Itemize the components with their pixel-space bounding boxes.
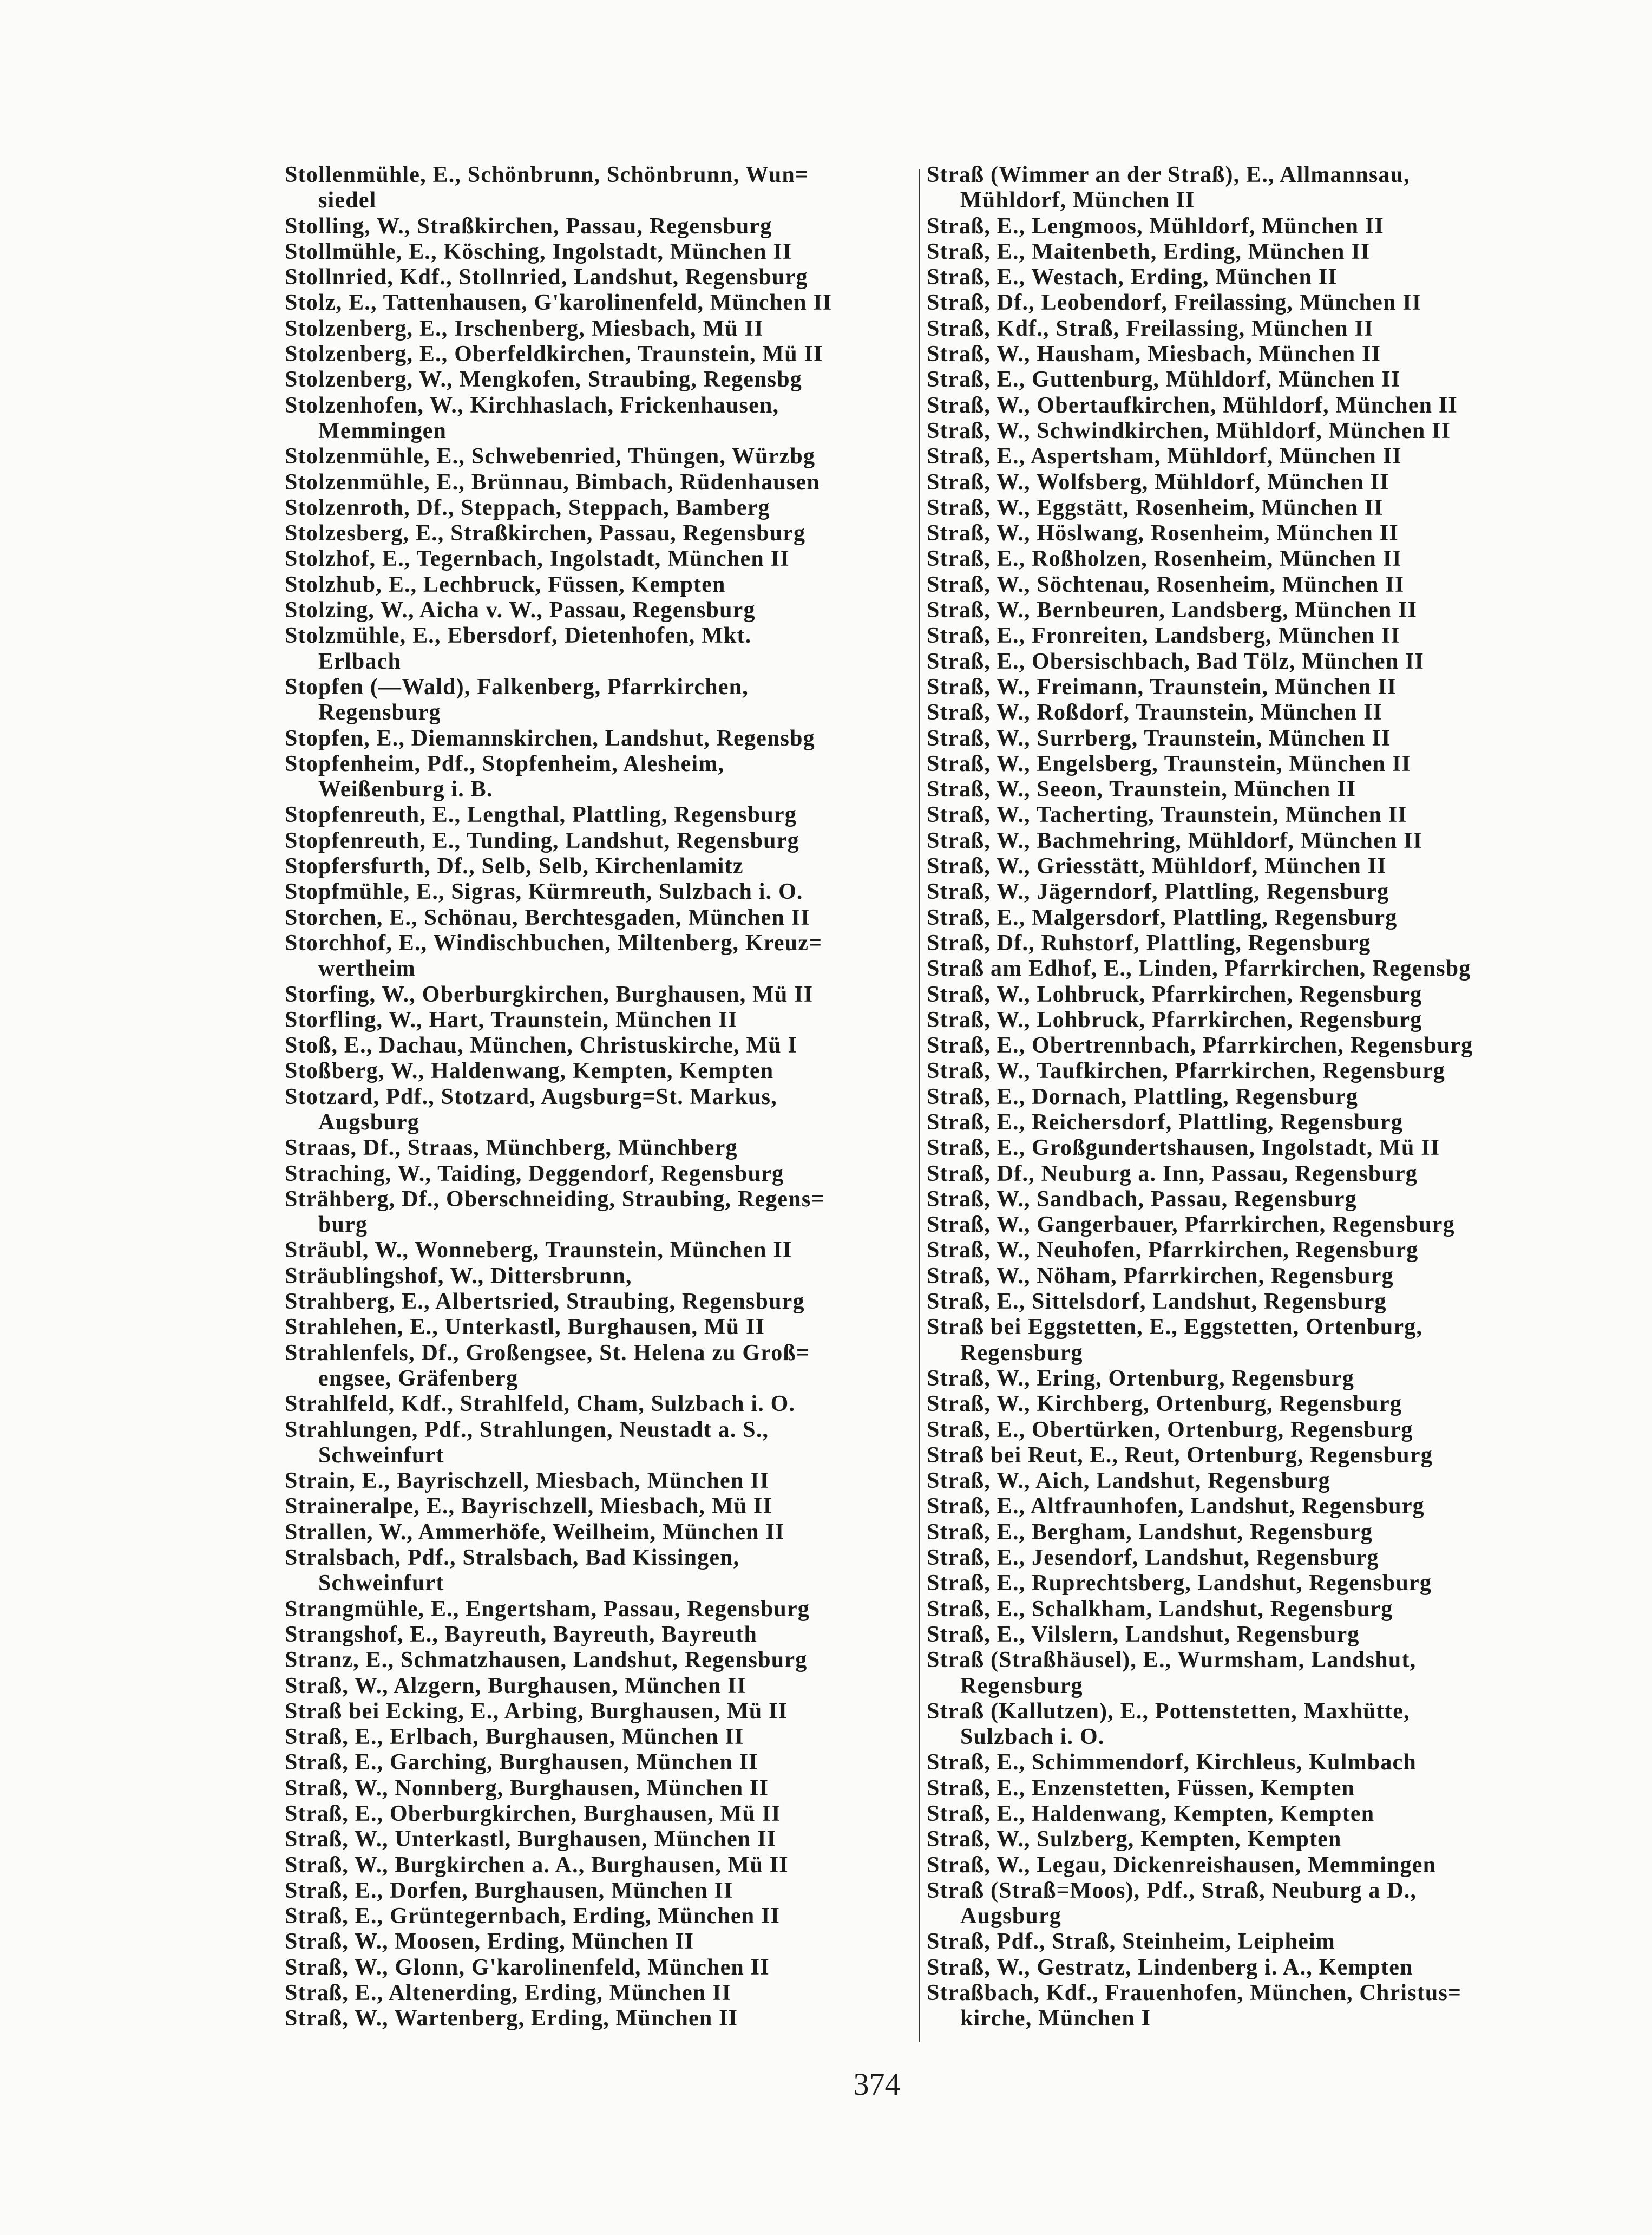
gazetteer-entry-line: Straß, E., Guttenburg, Mühldorf, München II xyxy=(927,367,1401,393)
gazetteer-entry-line: Straß, W., Tacherting, Traunstein, München II xyxy=(927,802,1407,828)
gazetteer-entry-line: Straß, W., Eggstätt, Rosenheim, München II xyxy=(927,495,1384,520)
gazetteer-entry-line: Stoß, E., Dachau, München, Christuskirche, Mü I xyxy=(285,1033,798,1058)
gazetteer-entry-line: Stolzenhofen, W., Kirchhaslach, Frickenhausen, xyxy=(285,393,779,418)
gazetteer-entry-line: Stolzenroth, Df., Steppach, Steppach, Bamberg xyxy=(285,495,770,520)
gazetteer-entry-line: Straß, Df., Ruhstorf, Plattling, Regensburg xyxy=(927,930,1371,956)
gazetteer-entry-line: Straß, E., Oberburgkirchen, Burghausen, Mü II xyxy=(285,1801,781,1826)
entry-continuation-line: Regensburg xyxy=(960,1673,1083,1698)
gazetteer-entry-line: Stopfen, E., Diemannskirchen, Landshut, Regensbg xyxy=(285,726,815,751)
gazetteer-entry-line: Straß, W., Sulzberg, Kempten, Kempten xyxy=(927,1827,1342,1852)
gazetteer-entry-line: Stopfersfurth, Df., Selb, Selb, Kirchenlamitz xyxy=(285,854,744,879)
gazetteer-entry-line: Stolzmühle, E., Ebersdorf, Dietenhofen, Mkt. xyxy=(285,623,752,649)
gazetteer-entry-line: Straß, W., Glonn, G'karolinenfeld, München II xyxy=(285,1955,770,1980)
gazetteer-entry-line: Strahberg, E., Albertsried, Straubing, Regensburg xyxy=(285,1289,805,1315)
gazetteer-entry-line: Stolzenberg, E., Oberfeldkirchen, Traunstein, Mü II xyxy=(285,342,823,367)
gazetteer-entry-line: Straß, W., Obertaufkirchen, Mühldorf, München II xyxy=(927,393,1458,418)
gazetteer-entry-line: Storfing, W., Oberburgkirchen, Burghausen, Mü II xyxy=(285,982,814,1007)
gazetteer-entry-line: Straß (Straßhäusel), E., Wurmsham, Landshut, xyxy=(927,1648,1417,1673)
gazetteer-entry-line: Straß, W., Roßdorf, Traunstein, München II xyxy=(927,700,1383,726)
entry-continuation-line: Regensburg xyxy=(318,700,441,726)
gazetteer-entry-line: Strahlenfels, Df., Großengsee, St. Helena zu Groß= xyxy=(285,1340,810,1365)
gazetteer-entry-line: Straß, W., Legau, Dickenreishausen, Memmingen xyxy=(927,1852,1437,1878)
gazetteer-entry-line: Straß, E., Ruprechtsberg, Landshut, Regensburg xyxy=(927,1571,1432,1596)
gazetteer-entry-line: Straß, E., Bergham, Landshut, Regensburg xyxy=(927,1519,1373,1545)
gazetteer-entry-line: Strahlehen, E., Unterkastl, Burghausen, Mü II xyxy=(285,1315,765,1340)
gazetteer-entry-line: Straß, E., Schimmendorf, Kirchleus, Kulmbach xyxy=(927,1750,1417,1775)
gazetteer-entry-line: Straß, W., Bernbeuren, Landsberg, München II xyxy=(927,598,1418,623)
gazetteer-entry-line: Stolz, E., Tattenhausen, G'karolinenfeld, München II xyxy=(285,290,832,316)
gazetteer-entry-line: Straß, E., Garching, Burghausen, München II xyxy=(285,1750,758,1775)
gazetteer-entry-line: Storfling, W., Hart, Traunstein, München II xyxy=(285,1007,738,1032)
gazetteer-entry-line: Stopfenheim, Pdf., Stopfenheim, Alesheim, xyxy=(285,751,725,776)
page-number: 374 xyxy=(853,2067,901,2102)
gazetteer-entry-line: Stopfen (—Wald), Falkenberg, Pfarrkirchen, xyxy=(285,674,749,700)
gazetteer-entry-line: Straß am Edhof, E., Linden, Pfarrkirchen, Regensbg xyxy=(927,956,1471,982)
gazetteer-entry-line: Straß, W., Höslwang, Rosenheim, München II xyxy=(927,521,1399,546)
gazetteer-entry-line: Straßbach, Kdf., Frauenhofen, München, Christus= xyxy=(927,1981,1462,2006)
gazetteer-entry-line: Stopfenreuth, E., Tunding, Landshut, Regensburg xyxy=(285,828,799,853)
gazetteer-entry-line: Straß, W., Freimann, Traunstein, München II xyxy=(927,674,1397,700)
gazetteer-entry-line: Straineralpe, E., Bayrischzell, Miesbach, Mü II xyxy=(285,1494,773,1519)
gazetteer-entry-line: Straß, W., Seeon, Traunstein, München II xyxy=(927,777,1356,802)
gazetteer-entry-line: Stranz, E., Schmatzhausen, Landshut, Regensburg xyxy=(285,1648,808,1673)
gazetteer-entry-line: Straß, W., Schwindkirchen, Mühldorf, München II xyxy=(927,418,1451,443)
gazetteer-entry-line: Straß, E., Schalkham, Landshut, Regensburg xyxy=(927,1596,1393,1622)
entry-continuation-line: Mühldorf, München II xyxy=(960,188,1195,213)
entry-continuation-line: Erlbach xyxy=(318,649,402,674)
gazetteer-entry-line: Straß, W., Lohbruck, Pfarrkirchen, Regensburg xyxy=(927,1007,1422,1032)
gazetteer-entry-line: Straß bei Eggstetten, E., Eggstetten, Ortenburg, xyxy=(927,1315,1423,1340)
gazetteer-entry-line: Straß, E., Altfraunhofen, Landshut, Regensburg xyxy=(927,1494,1425,1519)
entry-continuation-line: Schweinfurt xyxy=(318,1442,444,1468)
gazetteer-entry-line: Stralsbach, Pdf., Stralsbach, Bad Kissingen, xyxy=(285,1545,740,1571)
entry-continuation-line: Weißenburg i. B. xyxy=(318,777,493,802)
gazetteer-entry-line: Stolzhof, E., Tegernbach, Ingolstadt, München II xyxy=(285,546,790,572)
gazetteer-entry-line: Storchhof, E., Windischbuchen, Miltenberg, Kreuz= xyxy=(285,930,823,956)
gazetteer-entry-line: Strallen, W., Ammerhöfe, Weilheim, München II xyxy=(285,1519,785,1545)
gazetteer-entry-line: Straß, Pdf., Straß, Steinheim, Leipheim xyxy=(927,1929,1335,1955)
gazetteer-entry-line: Straß, E., Fronreiten, Landsberg, München II xyxy=(927,623,1400,649)
gazetteer-entry-line: Straß, W., Neuhofen, Pfarrkirchen, Regensburg xyxy=(927,1238,1419,1263)
gazetteer-entry-line: Straß, W., Wolfsberg, Mühldorf, München II xyxy=(927,469,1389,495)
gazetteer-entry-line: Straß, E., Großgundertshausen, Ingolstadt, Mü II xyxy=(927,1135,1440,1161)
gazetteer-entry-line: Strahlfeld, Kdf., Strahlfeld, Cham, Sulzbach i. O. xyxy=(285,1391,796,1417)
gazetteer-entry-line: Straß, W., Gestratz, Lindenberg i. A., Kempten xyxy=(927,1955,1413,1980)
gazetteer-entry-line: Straß (Kallutzen), E., Pottenstetten, Maxhütte, xyxy=(927,1698,1410,1724)
gazetteer-entry-line: Stopfmühle, E., Sigras, Kürmreuth, Sulzbach i. O. xyxy=(285,879,803,905)
gazetteer-entry-line: Straß, W., Moosen, Erding, München II xyxy=(285,1929,694,1955)
gazetteer-entry-line: Straß, E., Malgersdorf, Plattling, Regensburg xyxy=(927,905,1398,930)
entry-continuation-line: wertheim xyxy=(318,956,416,982)
gazetteer-entry-line: Stollenmühle, E., Schönbrunn, Schönbrunn, Wun= xyxy=(285,162,809,187)
entry-continuation-line: engsee, Gräfenberg xyxy=(318,1365,519,1391)
gazetteer-entry-line: Straß, E., Obertürken, Ortenburg, Regensburg xyxy=(927,1417,1413,1442)
entry-continuation-line: Augsburg xyxy=(318,1109,419,1135)
column-divider xyxy=(919,169,920,2042)
gazetteer-entry-line: Straß, E., Altenerding, Erding, München II xyxy=(285,1981,732,2006)
entry-continuation-line: siedel xyxy=(318,188,377,213)
gazetteer-entry-line: Straß, E., Aspertsham, Mühldorf, München II xyxy=(927,444,1402,469)
gazetteer-entry-line: Straß, E., Obertrennbach, Pfarrkirchen, Regensburg xyxy=(927,1033,1473,1058)
gazetteer-entry-line: Straß, E., Obersischbach, Bad Tölz, München II xyxy=(927,649,1425,674)
gazetteer-entry-line: Straas, Df., Straas, Münchberg, Münchberg xyxy=(285,1135,738,1161)
gazetteer-entry-line: Straß, E., Dornach, Plattling, Regensburg xyxy=(927,1084,1359,1109)
gazetteer-entry-line: Straß, E., Jesendorf, Landshut, Regensburg xyxy=(927,1545,1379,1571)
gazetteer-entry-line: Stolzhub, E., Lechbruck, Füssen, Kempten xyxy=(285,572,726,597)
entry-continuation-line: burg xyxy=(318,1212,368,1238)
gazetteer-entry-line: Straching, W., Taiding, Deggendorf, Regensburg xyxy=(285,1161,784,1186)
gazetteer-entry-line: Straß, Df., Leobendorf, Freilassing, München II xyxy=(927,290,1422,316)
entry-continuation-line: Augsburg xyxy=(960,1904,1061,1929)
gazetteer-entry-line: Stollnried, Kdf., Stollnried, Landshut, Regensburg xyxy=(285,265,808,290)
gazetteer-entry-line: Straß, E., Dorfen, Burghausen, München II xyxy=(285,1878,733,1903)
gazetteer-entry-line: Straß, E., Enzenstetten, Füssen, Kempten xyxy=(927,1775,1355,1801)
gazetteer-entry-line: Stolzenmühle, E., Brünnau, Bimbach, Rüdenhausen xyxy=(285,469,820,495)
gazetteer-entry-line: Straß, W., Unterkastl, Burghausen, München II xyxy=(285,1827,777,1852)
gazetteer-entry-line: Straß, W., Alzgern, Burghausen, München II xyxy=(285,1673,747,1698)
gazetteer-entry-line: Straß, W., Wartenberg, Erding, München II xyxy=(285,2006,738,2031)
entry-continuation-line: Regensburg xyxy=(960,1340,1083,1365)
gazetteer-entry-line: Strahlungen, Pdf., Strahlungen, Neustadt a. S., xyxy=(285,1417,769,1442)
gazetteer-entry-line: Straß, W., Lohbruck, Pfarrkirchen, Regensburg xyxy=(927,982,1422,1007)
gazetteer-entry-line: Stolzenmühle, E., Schwebenried, Thüngen, Würzbg xyxy=(285,444,816,469)
gazetteer-entry-line: Straß, E., Roßholzen, Rosenheim, München II xyxy=(927,546,1402,572)
entry-continuation-line: Memmingen xyxy=(318,418,447,443)
gazetteer-entry-line: Straß, E., Reichersdorf, Plattling, Regensburg xyxy=(927,1109,1403,1135)
gazetteer-entry-line: Straß, E., Sittelsdorf, Landshut, Regensburg xyxy=(927,1289,1387,1315)
entry-continuation-line: Sulzbach i. O. xyxy=(960,1724,1105,1750)
gazetteer-entry-line: Straß, W., Bachmehring, Mühldorf, München II xyxy=(927,828,1423,853)
gazetteer-entry-line: Straß (Straß=Moos), Pdf., Straß, Neuburg a D., xyxy=(927,1878,1417,1903)
gazetteer-entry-line: Straß bei Reut, E., Reut, Ortenburg, Regensburg xyxy=(927,1442,1433,1468)
gazetteer-entry-line: Straß, E., Westach, Erding, München II xyxy=(927,265,1338,290)
gazetteer-entry-line: Straß, W., Nonnberg, Burghausen, München II xyxy=(285,1775,769,1801)
gazetteer-entry-line: Straß, E., Vilslern, Landshut, Regensburg xyxy=(927,1622,1360,1647)
gazetteer-entry-line: Stopfenreuth, E., Lengthal, Plattling, Regensburg xyxy=(285,802,797,828)
gazetteer-entry-line: Straß, W., Burgkirchen a. A., Burghausen, Mü II xyxy=(285,1852,789,1878)
gazetteer-entry-line: Straß (Wimmer an der Straß), E., Allmannsau, xyxy=(927,162,1410,187)
gazetteer-entry-line: Straß, E., Lengmoos, Mühldorf, München II xyxy=(927,213,1384,239)
entry-continuation-line: Schweinfurt xyxy=(318,1571,444,1596)
gazetteer-entry-line: Straß, E., Maitenbeth, Erding, München II xyxy=(927,239,1371,264)
gazetteer-entry-line: Stoßberg, W., Haldenwang, Kempten, Kempten xyxy=(285,1058,774,1084)
gazetteer-entry-line: Straß, W., Gangerbauer, Pfarrkirchen, Regensburg xyxy=(927,1212,1455,1238)
gazetteer-entry-line: Strangshof, E., Bayreuth, Bayreuth, Bayreuth xyxy=(285,1622,758,1647)
gazetteer-entry-line: Straß, Df., Neuburg a. Inn, Passau, Regensburg xyxy=(927,1161,1418,1186)
gazetteer-entry-line: Straß, E., Erlbach, Burghausen, München II xyxy=(285,1724,744,1750)
gazetteer-entry-line: Sträubl, W., Wonneberg, Traunstein, München II xyxy=(285,1238,792,1263)
entry-continuation-line: kirche, München I xyxy=(960,2006,1151,2031)
right-column xyxy=(927,162,1560,2032)
gazetteer-entry-line: Stolzesberg, E., Straßkirchen, Passau, Regensburg xyxy=(285,521,806,546)
gazetteer-entry-line: Sträublingshof, W., Dittersbrunn, xyxy=(285,1263,632,1289)
gazetteer-entry-line: Straß, W., Ering, Ortenburg, Regensburg xyxy=(927,1365,1355,1391)
gazetteer-entry-line: Stotzard, Pdf., Stotzard, Augsburg=St. Markus, xyxy=(285,1084,777,1109)
gazetteer-entry-line: Strangmühle, E., Engertsham, Passau, Regensburg xyxy=(285,1596,810,1622)
gazetteer-entry-line: Stollmühle, E., Kösching, Ingolstadt, München II xyxy=(285,239,792,264)
gazetteer-entry-line: Straß, W., Kirchberg, Ortenburg, Regensburg xyxy=(927,1391,1402,1417)
gazetteer-entry-line: Straß, W., Engelsberg, Traunstein, München II xyxy=(927,751,1411,776)
gazetteer-entry-line: Straß, W., Aich, Landshut, Regensburg xyxy=(927,1468,1330,1494)
gazetteer-entry-line: Straß, W., Taufkirchen, Pfarrkirchen, Regensburg xyxy=(927,1058,1445,1084)
gazetteer-entry-line: Straß, Kdf., Straß, Freilassing, München II xyxy=(927,316,1374,341)
gazetteer-entry-line: Straß, W., Söchtenau, Rosenheim, München II xyxy=(927,572,1405,597)
gazetteer-entry-line: Storchen, E., Schönau, Berchtesgaden, München II xyxy=(285,905,810,930)
gazetteer-entry-line: Straß bei Ecking, E., Arbing, Burghausen, Mü II xyxy=(285,1698,788,1724)
gazetteer-entry-line: Straß, E., Haldenwang, Kempten, Kempten xyxy=(927,1801,1375,1826)
gazetteer-entry-line: Stolling, W., Straßkirchen, Passau, Regensburg xyxy=(285,213,772,239)
gazetteer-entry-line: Stolzenberg, E., Irschenberg, Miesbach, Mü II xyxy=(285,316,764,341)
gazetteer-entry-line: Stolzing, W., Aicha v. W., Passau, Regensburg xyxy=(285,598,756,623)
gazetteer-entry-line: Straß, W., Sandbach, Passau, Regensburg xyxy=(927,1186,1357,1212)
gazetteer-entry-line: Straß, W., Hausham, Miesbach, München II xyxy=(927,342,1381,367)
gazetteer-entry-line: Straß, E., Grüntegernbach, Erding, München II xyxy=(285,1904,781,1929)
gazetteer-entry-line: Straß, W., Surrberg, Traunstein, München II xyxy=(927,726,1391,751)
gazetteer-entry-line: Strain, E., Bayrischzell, Miesbach, München II xyxy=(285,1468,770,1494)
gazetteer-entry-line: Straß, W., Jägerndorf, Plattling, Regensburg xyxy=(927,879,1389,905)
gazetteer-entry-line: Strähberg, Df., Oberschneiding, Straubing, Regens= xyxy=(285,1186,825,1212)
left-column xyxy=(285,162,918,2032)
gazetteer-entry-line: Straß, W., Griesstätt, Mühldorf, München II xyxy=(927,854,1387,879)
gazetteer-entry-line: Straß, W., Nöham, Pfarrkirchen, Regensburg xyxy=(927,1263,1394,1289)
gazetteer-entry-line: Stolzenberg, W., Mengkofen, Straubing, Regensbg xyxy=(285,367,802,393)
